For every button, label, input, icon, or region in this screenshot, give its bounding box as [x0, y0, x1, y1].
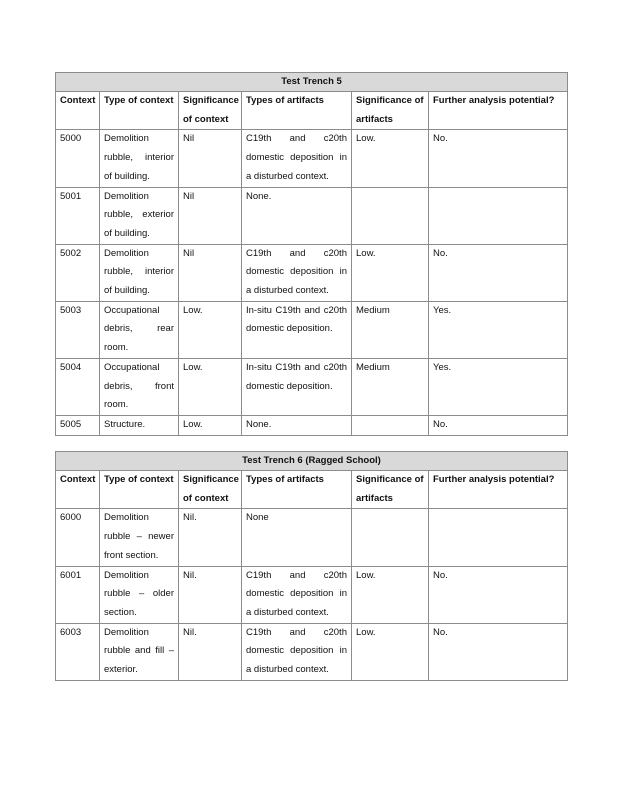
- test-trench-5-table: [55, 72, 568, 436]
- cell-context: 6001: [56, 566, 100, 623]
- cell-context: 5001: [56, 187, 100, 244]
- cell-significance-of-context: Low.: [179, 358, 242, 415]
- table-row: [56, 301, 568, 358]
- table-title: Test Trench 6 (Ragged School): [56, 452, 568, 471]
- table-row: [56, 509, 568, 566]
- cell-significance-of-context: Nil.: [179, 623, 242, 680]
- cell-context: 6000: [56, 509, 100, 566]
- column-header-significance-of-context: Significance of context: [179, 92, 242, 130]
- cell-further-analysis: No.: [429, 244, 568, 301]
- cell-further-analysis: No.: [429, 566, 568, 623]
- column-header-significance-of-artifacts: Significance of artifacts: [352, 92, 429, 130]
- cell-significance-of-artifacts: Low.: [352, 130, 429, 187]
- cell-significance-of-artifacts: Low.: [352, 623, 429, 680]
- cell-significance-of-artifacts: [352, 187, 429, 244]
- cell-types-of-artifacts: None.: [242, 187, 352, 244]
- cell-type-of-context: Demolition rubble, interior of building.: [100, 244, 179, 301]
- cell-types-of-artifacts: In-situ C19th and c20th domestic deposition.: [242, 301, 352, 358]
- cell-context: 5003: [56, 301, 100, 358]
- cell-context: 5005: [56, 415, 100, 435]
- cell-type-of-context: Structure.: [100, 415, 179, 435]
- cell-significance-of-context: Nil: [179, 187, 242, 244]
- cell-significance-of-artifacts: Medium: [352, 301, 429, 358]
- table-row: [56, 130, 568, 187]
- cell-significance-of-artifacts: [352, 415, 429, 435]
- cell-type-of-context: Demolition rubble – newer front section.: [100, 509, 179, 566]
- table-title: Test Trench 5: [56, 73, 568, 92]
- cell-further-analysis: No.: [429, 415, 568, 435]
- cell-types-of-artifacts: C19th and c20th domestic deposition in a disturbed context.: [242, 244, 352, 301]
- table-row: [56, 358, 568, 415]
- cell-type-of-context: Demolition rubble – older section.: [100, 566, 179, 623]
- table-row: [56, 566, 568, 623]
- column-header-context: Context: [56, 92, 100, 130]
- cell-types-of-artifacts: C19th and c20th domestic deposition in a disturbed context.: [242, 623, 352, 680]
- cell-significance-of-context: Nil.: [179, 566, 242, 623]
- table-row: [56, 415, 568, 435]
- cell-further-analysis: [429, 509, 568, 566]
- cell-significance-of-context: Nil: [179, 244, 242, 301]
- table-row: [56, 623, 568, 680]
- cell-significance-of-artifacts: Medium: [352, 358, 429, 415]
- cell-significance-of-artifacts: Low.: [352, 566, 429, 623]
- column-header-further-analysis: Further analysis potential?: [429, 471, 568, 509]
- cell-significance-of-artifacts: [352, 509, 429, 566]
- cell-type-of-context: Demolition rubble, interior of building.: [100, 130, 179, 187]
- column-header-significance-of-artifacts: Significance of artifacts: [352, 471, 429, 509]
- column-header-further-analysis: Further analysis potential?: [429, 92, 568, 130]
- cell-types-of-artifacts: None: [242, 509, 352, 566]
- cell-further-analysis: No.: [429, 623, 568, 680]
- cell-further-analysis: Yes.: [429, 301, 568, 358]
- cell-types-of-artifacts: C19th and c20th domestic deposition in a disturbed context.: [242, 566, 352, 623]
- column-header-types-of-artifacts: Types of artifacts: [242, 471, 352, 509]
- cell-significance-of-context: Low.: [179, 301, 242, 358]
- cell-further-analysis: [429, 187, 568, 244]
- cell-types-of-artifacts: In-situ C19th and c20th domestic deposition.: [242, 358, 352, 415]
- cell-further-analysis: No.: [429, 130, 568, 187]
- column-header-types-of-artifacts: Types of artifacts: [242, 92, 352, 130]
- cell-significance-of-context: Nil.: [179, 509, 242, 566]
- cell-context: 5000: [56, 130, 100, 187]
- cell-type-of-context: Demolition rubble, exterior of building.: [100, 187, 179, 244]
- column-header-type-of-context: Type of context: [100, 471, 179, 509]
- cell-significance-of-artifacts: Low.: [352, 244, 429, 301]
- cell-type-of-context: Occupational debris, front room.: [100, 358, 179, 415]
- test-trench-6-table: [55, 451, 568, 681]
- cell-significance-of-context: Low.: [179, 415, 242, 435]
- cell-types-of-artifacts: None.: [242, 415, 352, 435]
- table-row: [56, 244, 568, 301]
- cell-context: 6003: [56, 623, 100, 680]
- cell-further-analysis: Yes.: [429, 358, 568, 415]
- cell-types-of-artifacts: C19th and c20th domestic deposition in a disturbed context.: [242, 130, 352, 187]
- cell-context: 5004: [56, 358, 100, 415]
- cell-type-of-context: Occupational debris, rear room.: [100, 301, 179, 358]
- cell-significance-of-context: Nil: [179, 130, 242, 187]
- cell-type-of-context: Demolition rubble and fill – exterior.: [100, 623, 179, 680]
- column-header-significance-of-context: Significance of context: [179, 471, 242, 509]
- table-row: [56, 187, 568, 244]
- cell-context: 5002: [56, 244, 100, 301]
- column-header-context: Context: [56, 471, 100, 509]
- column-header-type-of-context: Type of context: [100, 92, 179, 130]
